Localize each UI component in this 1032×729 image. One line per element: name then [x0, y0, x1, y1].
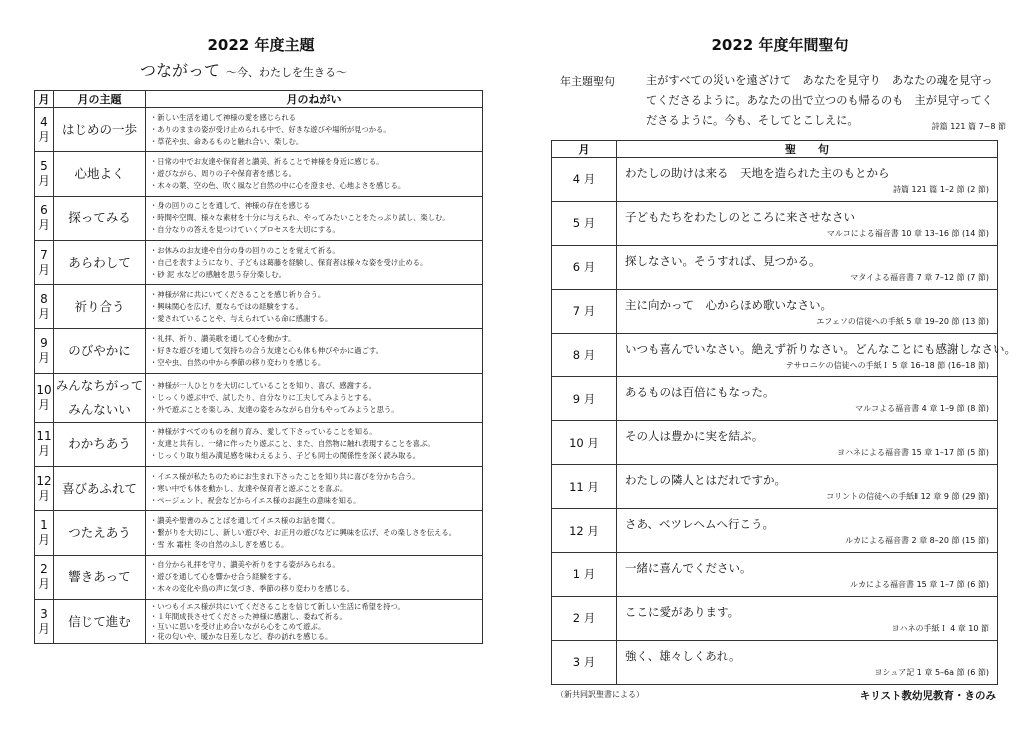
- month-cell: 5 月: [35, 152, 54, 196]
- table-row: [35, 467, 483, 511]
- wish-line: ・草花や虫、命あるものと触れ合い、楽しむ。: [150, 136, 304, 146]
- subtitle-main: つながって: [140, 61, 221, 80]
- wish-line: ・じっくり遊ぶ中で、試したり、自分なりに工夫してみようとする。: [150, 392, 377, 402]
- table-row: [35, 373, 483, 422]
- wish-line: ・雪 氷 霜柱 冬の自然のふしぎを感じる。: [150, 540, 289, 550]
- table-row: [552, 421, 998, 465]
- theme-cell: つたえあう: [54, 511, 146, 555]
- theme-cell: みんなちがって みんないい: [54, 373, 146, 422]
- theme-cell: はじめの一歩: [54, 108, 146, 152]
- verse-cell: [617, 245, 998, 289]
- table-row: [552, 333, 998, 377]
- verse-text: 一緒に喜んでください。: [625, 561, 752, 576]
- month-cell: 12 月: [35, 467, 54, 511]
- subtitle-tail: ～今、わたしを生きる～: [226, 66, 348, 79]
- wish-line: ・ありのままの姿が受け止められる中で、好きな遊びや場所が見つかる。: [150, 124, 391, 134]
- header-theme: 月の主題: [54, 91, 146, 108]
- wish-line: ・神様が常に共にいてくださることを感じ祈り合う。: [150, 289, 326, 299]
- theme-verse: [646, 71, 1006, 137]
- theme-cell: 探ってみる: [54, 196, 146, 240]
- verse-text: わたしの助けは来る 天地を造られた主のもとから: [625, 166, 890, 180]
- wishes-cell: [146, 373, 483, 422]
- wish-line: ・興味関心を広げ、夏ならではの経験をする。: [150, 301, 303, 311]
- wish-line: ・礼拝、祈り、讃美歌を通して心を動かす。: [150, 334, 296, 344]
- wish-line: ・日常の中でお友達や保育者と讃美、祈ることで神様を身近に感じる。: [150, 156, 384, 166]
- table-row: [35, 511, 483, 555]
- month-cell: 6 月: [35, 196, 54, 240]
- verse-reference: ルカによる福音書 15 章 1–7 節 (6 節): [850, 580, 989, 590]
- table-row: [35, 422, 483, 466]
- wish-line: ・１年間成長させてくださった神様に感謝し、委ねて祈る。: [150, 611, 347, 621]
- wishes-cell: [146, 152, 483, 196]
- month-cell: 3 月: [552, 640, 617, 684]
- verse-reference: ヨハネの手紙Ｉ 4 章 10 節: [891, 623, 989, 633]
- wish-line: ・自分なりの答えを見つけていくプロセスを大切にする。: [150, 225, 340, 235]
- verse-cell: [617, 333, 1016, 377]
- month-cell: 6 月: [552, 245, 617, 289]
- wish-line: ・空や虫、自然の中から季節の移り変わりを感じる。: [150, 358, 326, 368]
- month-cell: 9 月: [35, 329, 54, 373]
- table-row: [35, 285, 483, 329]
- table-row: [552, 245, 998, 289]
- theme-cell: 喜びあふれて: [54, 467, 146, 511]
- month-cell: 5 月: [552, 201, 617, 245]
- verse-reference: ヨシュア記 1 章 5–6a 節 (6 節): [874, 667, 989, 677]
- table-row: [552, 640, 998, 684]
- wish-line: ・神様が一人ひとりを大切にしていることを知り、喜び、感謝する。: [150, 380, 376, 390]
- verse-text: その人は豊かに実を結ぶ。: [625, 429, 764, 444]
- wish-line: ・愛されていることや、与えられている命に感謝する。: [150, 313, 333, 323]
- verse-reference: マルコによる福音書 10 章 13–16 節 (14 節): [826, 228, 989, 238]
- wish-line: ・新しい生活を通して神様の愛を感じられる: [150, 112, 296, 122]
- month-cell: 8 月: [552, 333, 617, 377]
- verse-cell: [617, 640, 998, 684]
- verse-text: ここに愛があります。: [625, 604, 740, 619]
- table-row: [552, 465, 998, 509]
- table-row: [552, 553, 998, 597]
- month-cell: 2 月: [552, 596, 617, 640]
- theme-verse-line: ださるように。今も、そしてとこしえに。 詩篇 121 篇 7~8 節: [646, 111, 1006, 131]
- wish-line: ・讃美や聖書のみことばを通してイエス様のお話を聞く。: [150, 516, 340, 526]
- theme-cell: わかちあう: [54, 422, 146, 466]
- wish-line: ・自己を表すようになり、子どもは葛藤を経験し、保育者は様々な姿を受け止める。: [150, 257, 428, 267]
- table-header-row: [35, 91, 483, 108]
- monthly-verse-table: [551, 140, 1016, 685]
- verse-text: 主に向かって 心からほめ歌いなさい。: [625, 297, 832, 312]
- month-cell: 7 月: [35, 240, 54, 284]
- table-row: [35, 240, 483, 284]
- wish-line: ・砂 泥 水などの感触を思う存分楽しむ。: [150, 269, 286, 279]
- month-cell: 7 月: [552, 289, 617, 333]
- theme-cell: のびやかに: [54, 329, 146, 373]
- table-row: [35, 599, 483, 643]
- month-cell: 11 月: [552, 465, 617, 509]
- table-row: [552, 596, 998, 640]
- month-cell: 11 月: [35, 422, 54, 466]
- theme-cell: 信じて進む: [54, 599, 146, 643]
- header-verse: 聖 句: [617, 141, 998, 158]
- verse-cell: [617, 377, 998, 421]
- theme-cell: 祈り合う: [54, 285, 146, 329]
- verse-text: 探しなさい。そうすれば、見つかる。: [625, 253, 821, 268]
- table-row: [35, 555, 483, 599]
- month-cell: 10 月: [35, 373, 54, 422]
- wish-line: ・じっくり取り組み満足感を味わえるよう、子ども同士の関係性を深く読み取る。: [150, 451, 420, 461]
- verse-text: いつも喜んでいなさい。絶えず祈りなさい。どんなことにも感謝しなさい。: [625, 341, 1016, 356]
- month-cell: 2 月: [35, 555, 54, 599]
- month-cell: 12 月: [552, 509, 617, 553]
- verse-cell: [617, 596, 998, 640]
- wish-line: ・友達と共有し、一緒に作ったり遊ぶこと、また、自然物に触れ表現することを喜ぶ。: [150, 439, 435, 449]
- annual-verse-title: 2022 年度年間聖句: [711, 36, 849, 54]
- verse-cell: [617, 158, 998, 202]
- verse-text: あるものは百倍にもなった。: [625, 385, 775, 400]
- wishes-cell: [146, 240, 483, 284]
- wish-line: ・神様がすべてのものを創り育み、愛して下さっていることを知る。: [150, 427, 377, 437]
- verse-cell: [617, 465, 998, 509]
- annual-theme-subtitle: [140, 58, 480, 81]
- wish-line: ・ページェント、祝会などからイエス様のお誕生の意味を知る。: [150, 495, 361, 505]
- wishes-cell: [146, 285, 483, 329]
- wish-line: ・自分から礼拝を守り、讃美や祈りをする姿がみられる。: [150, 560, 340, 570]
- wishes-cell: [146, 196, 483, 240]
- monthly-theme-table: [34, 90, 483, 644]
- wish-line: ・花の匂いや、暖かな日差しなど、春の訪れを感じる。: [150, 631, 333, 641]
- wish-line: ・いつもイエス様が共にいてくださることを信じて新しい生活に希望を持つ。: [150, 601, 405, 611]
- verse-text: 強く、雄々しくあれ。: [625, 648, 741, 663]
- wish-line: ・イエス様が私たちのためにお生まれ下さったことを知り共に喜びを分かち合う。: [150, 471, 420, 481]
- table-row: [552, 158, 998, 202]
- table-row: [35, 152, 483, 196]
- wishes-cell: [146, 555, 483, 599]
- verse-cell: [617, 553, 998, 597]
- wish-line: ・遊びながら、周りの子や保育者を感じる。: [150, 168, 296, 178]
- verse-reference: テサロニケの信徒への手紙Ｉ 5 章 16–18 節 (16–18 節): [785, 360, 989, 370]
- verse-cell: [617, 289, 998, 333]
- verse-reference: ヨハネによる福音書 15 章 1–17 節 (5 節): [836, 448, 989, 458]
- verse-cell: [617, 509, 998, 553]
- theme-verse-label: 年主題聖句: [560, 75, 615, 88]
- month-cell: 8 月: [35, 285, 54, 329]
- organization-name: キリスト教幼児教育・きのみ: [859, 690, 996, 702]
- month-cell: 4 月: [35, 108, 54, 152]
- month-cell: 1 月: [35, 511, 54, 555]
- wishes-cell: [146, 422, 483, 466]
- wishes-cell: [146, 329, 483, 373]
- table-row: [552, 509, 998, 553]
- header-month: 月: [35, 91, 54, 108]
- theme-verse-ref: 詩篇 121 篇 7~8 節: [931, 122, 1006, 131]
- verse-reference: マルコよる福音書 4 章 1–9 節 (8 節): [855, 404, 989, 414]
- table-header-row: [552, 141, 998, 158]
- month-cell: 10 月: [552, 421, 617, 465]
- month-cell: 1 月: [552, 553, 617, 597]
- header-month: 月: [552, 141, 617, 158]
- table-row: [552, 201, 998, 245]
- translation-note: （新共同訳聖書による）: [556, 690, 644, 699]
- verse-text: 子どもたちをわたしのところに来させなさい: [625, 209, 855, 224]
- theme-cell: 心地よく: [54, 152, 146, 196]
- wish-line: ・互いに思いを受け止め合いながら心をこめて遊ぶ。: [150, 621, 326, 631]
- wish-line: ・好きな遊びを通して気持ちの合う友達と心も体も伸びやかに過ごす。: [150, 346, 383, 356]
- theme-verse-line: 主がすべての災いを遠ざけて あなたを見守り あなたの魂を見守っ: [646, 74, 993, 87]
- theme-verse-line: てくださるように。あなたの出で立つのも帰るのも 主が見守ってく: [646, 94, 993, 107]
- table-row: [35, 108, 483, 152]
- verse-text: わたしの隣人とはだれですか。: [625, 473, 786, 488]
- month-cell: 3 月: [35, 599, 54, 643]
- table-row: [35, 329, 483, 373]
- table-row: [552, 289, 998, 333]
- theme-cell: あらわして: [54, 240, 146, 284]
- verse-cell: [617, 201, 998, 245]
- header-wishes: 月のねがい: [146, 91, 483, 108]
- verse-cell: [617, 421, 998, 465]
- wish-line: ・お休みのお友達や自分の身の回りのことを覚えて祈る。: [150, 245, 340, 255]
- wish-line: ・木々の葉、空の色、吹く風など自然の中に心を澄ませ、心地よさを感じる。: [150, 180, 406, 190]
- wishes-cell: [146, 108, 483, 152]
- wishes-cell: [146, 599, 483, 643]
- wish-line: ・繋がりを大切にし、新しい遊びや、お正月の遊びなどに興味を広げ、その楽しさを伝える。: [150, 528, 457, 538]
- wish-line: ・遊びを通して心を響かせ合う経験をする。: [150, 572, 296, 582]
- month-cell: 4 月: [552, 158, 617, 202]
- wish-line: ・外で遊ぶことを楽しみ、友達の姿をみながら自分もやってみようと思う。: [150, 404, 399, 414]
- verse-reference: ルカによる福音書 2 章 8–20 節 (15 節): [844, 536, 989, 546]
- month-cell: 9 月: [552, 377, 617, 421]
- verse-text: さあ、ベツレヘムへ行こう。: [625, 517, 775, 532]
- table-row: [552, 377, 998, 421]
- wish-line: ・寒い中でも体を動かし、友達や保育者と遊ぶことを喜ぶ。: [150, 483, 348, 493]
- table-row: [35, 196, 483, 240]
- verse-reference: コリントの信徒への手紙Ⅱ 12 章 9 節 (29 節): [826, 492, 989, 502]
- verse-reference: マタイよる福音書 7 章 7–12 節 (7 節): [850, 272, 989, 282]
- wishes-cell: [146, 467, 483, 511]
- theme-cell: 響きあって: [54, 555, 146, 599]
- wish-line: ・木々の変化や鳥の声に気づき、季節の移り変わりを感じる。: [150, 584, 355, 594]
- verse-reference: エフェソの信徒への手紙 5 章 19–20 節 (13 節): [816, 316, 989, 326]
- wish-line: ・時間や空間、様々な素材を十分に与えられ、やってみたいことをたっぷり試し、楽しむ。: [150, 213, 450, 223]
- annual-theme-title: 2022 年度主題: [207, 36, 315, 54]
- wishes-cell: [146, 511, 483, 555]
- verse-reference: 詩篇 121 篇 1–2 節 (2 節): [892, 185, 989, 194]
- wish-line: ・身の回りのことを通して、神様の存在を感じる: [150, 201, 311, 211]
